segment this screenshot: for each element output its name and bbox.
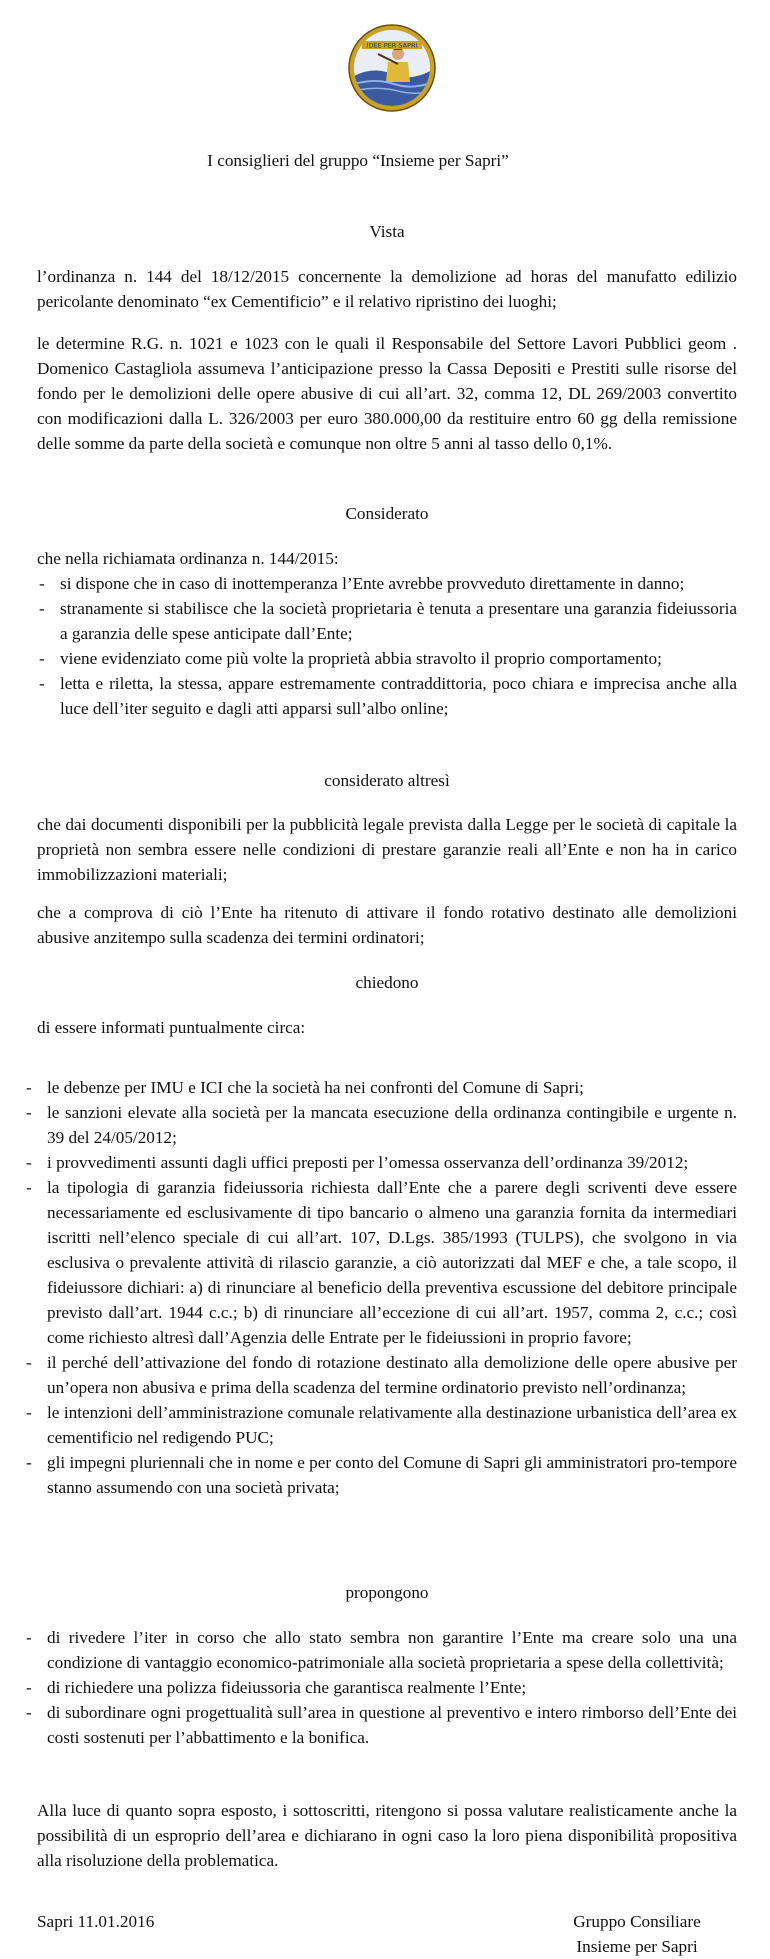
heading-chiedono: chiedono [355,973,419,992]
list-item: - le debenze per IMU e ICI che la società ha nei confronti del Comune di Sapri; [24,1075,737,1100]
list-item: - di subordinare ogni progettualità sull’area in questione al preventivo e intero rimborso dell’Ente dei costi sostenuti per l’abbattimento e la bonifica. [24,1700,737,1750]
altresi-paragraph-2: che a comprova di ciò l’Ente ha ritenuto di attivare il fondo rotativo destinato alle demolizioni abusive anzitempo sulla scadenza dei termini ordinatori; [37,903,737,947]
list-item: - si dispone che in caso di inottemperanza l’Ente avrebbe provveduto direttamente in danno; [37,571,737,596]
list-item: - viene evidenziato come più volte la proprietà abbia stravolto il proprio comportamento; [37,646,737,671]
signature-block [542,1909,732,1959]
list-item: - le sanzioni elevate alla società per la mancata esecuzione della ordinanza contingibile e urgente n. 39 del 24/05/2012; [24,1100,737,1150]
list-item: - di rivedere l’iter in corso che allo stato sembra non garantire l’Ente ma creare solo una una condizione di vantaggio economico-patrimoniale alla società proprietaria a spese della collettività; [24,1625,737,1675]
list-item: - i provvedimenti assunti dagli uffici preposti per l’omessa osservanza dell’ordinanza 39/2012; [24,1150,737,1175]
list-item: - il perché dell’attivazione del fondo di rotazione destinato alla demolizione delle opere abusive per un’opera non abusiva e prima della scadenza del termine ordinatorio previsto nell’ordinanza; [24,1350,737,1400]
chiedono-intro: di essere informati puntualmente circa: [37,1018,306,1037]
considerato-intro: che nella richiamata ordinanza n. 144/2015: [37,549,339,568]
vista-paragraph-1: l’ordinanza n. 144 del 18/12/2015 concernente la demolizione ad horas del manufatto edilizio pericolante denominato “ex Cementificio” e il relativo ripristino dei luoghi; [37,267,737,311]
altresi-paragraph-1: che dai documenti disponibili per la pubblicità legale prevista dalla Legge per le società di capitale la proprietà non sembra essere nelle condizioni di prestare garanzie reali all’Ente e non ha in carico immobilizzazioni materiali; [37,815,737,884]
list-item: - di richiedere una polizza fideiussoria che garantisca realmente l’Ente; [24,1675,737,1700]
list-item: - stranamente si stabilisce che la società proprietaria è tenuta a presentare una garanzia fideiussoria a garanzia delle spese anticipate dall’Ente; [37,596,737,646]
vista-paragraph-2: le determine R.G. n. 1021 e 1023 con le quali il Responsabile del Settore Lavori Pubblici geom . Domenico Castagliola assumeva l’anticipazione presso la Cassa Depositi e Prestiti sulle risorse del fondo per le demolizioni delle opere abusive di cui all’art. 32, comma 12, DL 269/2003 convertito con modificazioni dalla L. 326/2003 per euro 380.000,00 da restituire entro 60 gg della remissione delle somme da parte della società e comunque non oltre 5 anni al tasso dello 0,1%. [37,334,737,453]
list-item: - le intenzioni dell’amministrazione comunale relativamente alla destinazione urbanistica dell’area ex cementificio nel redigendo PUC; [24,1400,737,1450]
heading-propongono: propongono [345,1583,429,1602]
document-title: I consiglieri del gruppo “Insieme per Sapri” [207,151,509,170]
chiedono-list [24,1075,737,1500]
list-item: - la tipologia di garanzia fideiussoria richiesta dall’Ente che a parere degli scriventi deve essere necessariamente ed esclusivamente di tipo bancario o almeno una garanzia fornita da intermediari iscritti nell’elenco speciale di cui all’art. 107, D.Lgs. 385/1993 (TULPS), che svolgono in via esclusiva o prevalente attività di rilascio garanzie, a ciò autorizzati dal MEF e che, a tale scopo, il fideiussore dichiari: a) di rinunciare al beneficio della preventiva escussione del debitore principale previsto dall’art. 1944 c.c.; b) di rinunciare all’eccezione di cui all’art. 1957, comma 2, c.c.; così come richiesto altresì dall’Agenzia delle Entrate per le fideiussioni in proprio favore; [24,1175,737,1350]
svg-text:IDEE PER SAPRI: IDEE PER SAPRI [366,41,418,50]
list-item: - letta e riletta, la stessa, appare estremamente contraddittoria, poco chiara e imprecisa anche alla luce dell’iter seguito e dagli atti apparsi sull’albo online; [37,671,737,721]
signature-group-line-1: Gruppo Consiliare [573,1912,701,1931]
group-logo [348,24,436,112]
considerato-list [37,571,737,721]
place-date: Sapri 11.01.2016 [37,1912,155,1931]
heading-considerato: Considerato [345,504,429,523]
heading-vista: Vista [369,222,405,241]
signature-group-line-2: Insieme per Sapri [576,1937,698,1956]
list-item: - gli impegni pluriennali che in nome e per conto del Comune di Sapri gli amministratori pro-tempore stanno assumendo con una società privata; [24,1450,737,1500]
heading-considerato-altresi: considerato altresì [324,771,450,790]
closing-paragraph: Alla luce di quanto sopra esposto, i sottoscritti, ritengono si possa valutare realisticamente anche la possibilità di un esproprio dell’area e dichiarano in ogni caso la loro piena disponibilità propositiva alla risoluzione della problematica. [37,1801,737,1870]
propongono-list [24,1625,737,1750]
